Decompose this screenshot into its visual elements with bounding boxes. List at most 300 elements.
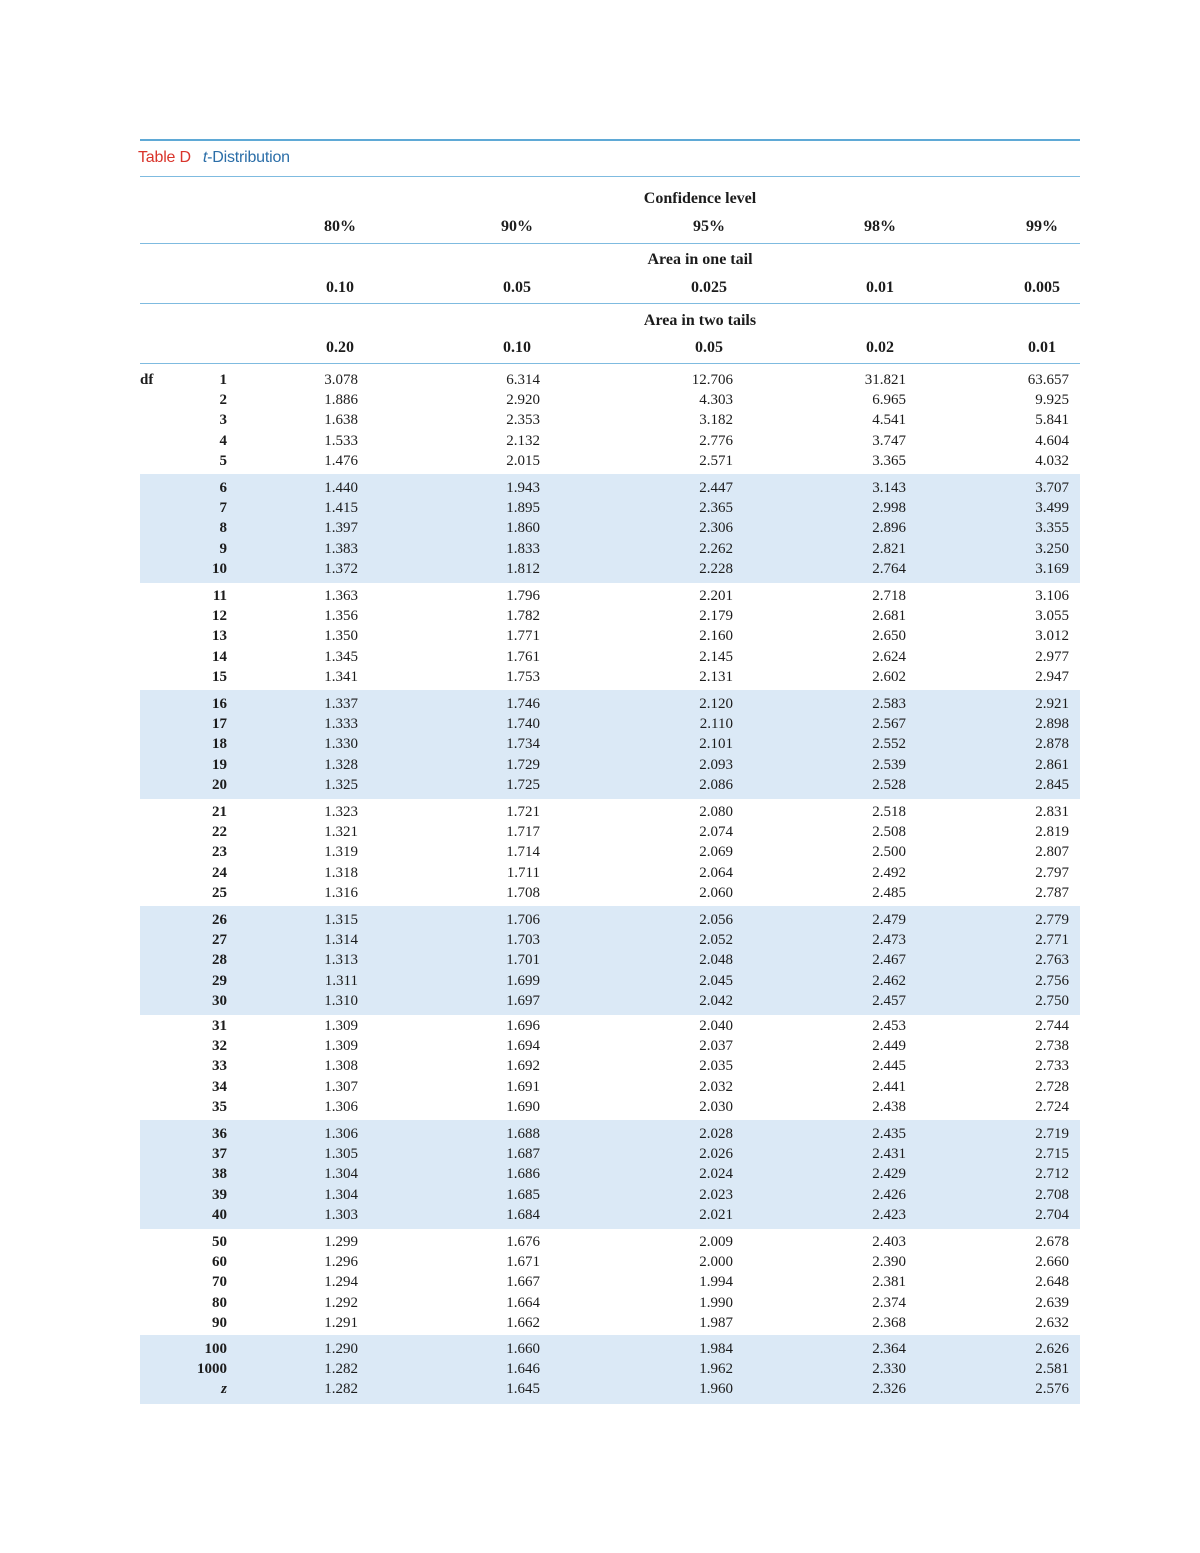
critical-value: 3.106: [1035, 588, 1069, 604]
critical-value: 2.771: [1035, 932, 1069, 949]
df-value: 3: [219, 412, 227, 429]
critical-value: 1.686: [506, 1166, 540, 1183]
critical-value: 1.734: [506, 736, 540, 753]
critical-value: 2.715: [1035, 1146, 1069, 1163]
df-value: 12: [212, 608, 227, 625]
critical-value: 2.131: [699, 668, 733, 685]
critical-value: 1.984: [699, 1341, 733, 1357]
header-rule: [140, 176, 1080, 177]
header-rule: [140, 243, 1080, 244]
df-value: 11: [212, 588, 227, 604]
critical-value: 2.040: [699, 1018, 733, 1034]
column-header-two-tails: 0.10: [503, 339, 531, 356]
critical-value: 2.438: [872, 1098, 906, 1115]
critical-value: 1.691: [506, 1078, 540, 1095]
df-value: 22: [212, 824, 227, 841]
critical-value: 2.920: [506, 392, 540, 409]
column-header-two-tails: 0.02: [866, 339, 894, 356]
critical-value: 2.423: [872, 1206, 906, 1223]
critical-value: 31.821: [864, 372, 906, 388]
critical-value: 1.714: [506, 844, 540, 861]
critical-value: 1.833: [506, 540, 540, 557]
critical-value: 2.441: [872, 1078, 906, 1095]
column-header-one-tail: 0.10: [326, 279, 354, 296]
critical-value: 1.291: [324, 1314, 358, 1331]
column-header-one-tail: 0.005: [1024, 279, 1060, 296]
critical-value: 1.699: [506, 972, 540, 989]
critical-value: 2.015: [506, 452, 540, 469]
critical-value: 2.069: [699, 844, 733, 861]
critical-value: 1.646: [506, 1361, 540, 1378]
critical-value: 2.518: [872, 804, 906, 820]
df-value: 17: [212, 716, 227, 733]
critical-value: 2.779: [1035, 912, 1069, 928]
critical-value: 2.500: [872, 844, 906, 861]
df-value: 10: [212, 560, 227, 577]
critical-value: 2.132: [506, 432, 540, 449]
df-value: 25: [212, 884, 227, 901]
critical-value: 2.763: [1035, 952, 1069, 969]
critical-value: 2.787: [1035, 884, 1069, 901]
critical-value: 2.201: [699, 588, 733, 604]
critical-value: 2.093: [699, 756, 733, 773]
critical-value: 2.145: [699, 648, 733, 665]
title-rest: -Distribution: [207, 149, 290, 166]
df-value: 40: [212, 1206, 227, 1223]
critical-value: 1.962: [699, 1361, 733, 1378]
df-value: 100: [204, 1341, 227, 1357]
critical-value: 2.776: [699, 432, 733, 449]
critical-value: 1.664: [506, 1294, 540, 1311]
column-header-confidence: 80%: [324, 218, 356, 235]
critical-value: 2.431: [872, 1146, 906, 1163]
critical-value: 1.645: [506, 1381, 540, 1398]
critical-value: 2.831: [1035, 804, 1069, 820]
critical-value: 2.567: [872, 716, 906, 733]
critical-value: 2.797: [1035, 864, 1069, 881]
critical-value: 2.718: [872, 588, 906, 604]
critical-value: 1.341: [324, 668, 358, 685]
critical-value: 2.042: [699, 992, 733, 1009]
df-value: 9: [219, 540, 227, 557]
critical-value: 3.143: [872, 480, 906, 496]
column-header-confidence: 95%: [693, 218, 725, 235]
critical-value: 2.571: [699, 452, 733, 469]
critical-value: 2.819: [1035, 824, 1069, 841]
critical-value: 2.648: [1035, 1274, 1069, 1291]
critical-value: 4.032: [1035, 452, 1069, 469]
critical-value: 1.282: [324, 1361, 358, 1378]
critical-value: 3.078: [324, 372, 358, 388]
df-value: 15: [212, 668, 227, 685]
critical-value: 2.704: [1035, 1206, 1069, 1223]
df-value: 23: [212, 844, 227, 861]
critical-value: 1.990: [699, 1294, 733, 1311]
critical-value: 2.429: [872, 1166, 906, 1183]
critical-value: 1.315: [324, 912, 358, 928]
critical-value: 2.368: [872, 1314, 906, 1331]
critical-value: 2.977: [1035, 648, 1069, 665]
critical-value: 1.383: [324, 540, 358, 557]
critical-value: 2.845: [1035, 776, 1069, 793]
critical-value: 1.304: [324, 1166, 358, 1183]
df-value: 31: [212, 1018, 227, 1034]
critical-value: 1.725: [506, 776, 540, 793]
critical-value: 2.024: [699, 1166, 733, 1183]
critical-value: 1.533: [324, 432, 358, 449]
critical-value: 2.374: [872, 1294, 906, 1311]
critical-value: 2.101: [699, 736, 733, 753]
critical-value: 2.160: [699, 628, 733, 645]
critical-value: 1.740: [506, 716, 540, 733]
column-header-one-tail: 0.01: [866, 279, 894, 296]
critical-value: 1.717: [506, 824, 540, 841]
critical-value: 2.479: [872, 912, 906, 928]
critical-value: 1.309: [324, 1038, 358, 1055]
critical-value: 1.345: [324, 648, 358, 665]
critical-value: 2.048: [699, 952, 733, 969]
critical-value: 2.583: [872, 696, 906, 712]
critical-value: 2.074: [699, 824, 733, 841]
critical-value: 2.326: [872, 1381, 906, 1398]
df-value: 24: [212, 864, 227, 881]
critical-value: 1.662: [506, 1314, 540, 1331]
df-value: 70: [212, 1274, 227, 1291]
df-value: 80: [212, 1294, 227, 1311]
critical-value: 3.747: [872, 432, 906, 449]
df-label: df: [140, 372, 154, 388]
critical-value: 2.445: [872, 1058, 906, 1075]
critical-value: 2.473: [872, 932, 906, 949]
critical-value: 1.314: [324, 932, 358, 949]
df-value: z: [221, 1381, 227, 1398]
critical-value: 2.738: [1035, 1038, 1069, 1055]
shaded-band: [140, 1335, 1080, 1404]
critical-value: 1.796: [506, 588, 540, 604]
critical-value: 2.650: [872, 628, 906, 645]
critical-value: 5.841: [1035, 412, 1069, 429]
critical-value: 2.624: [872, 648, 906, 665]
critical-value: 2.947: [1035, 668, 1069, 685]
critical-value: 2.539: [872, 756, 906, 773]
critical-value: 2.807: [1035, 844, 1069, 861]
critical-value: 1.753: [506, 668, 540, 685]
df-value: 34: [212, 1078, 227, 1095]
critical-value: 2.381: [872, 1274, 906, 1291]
critical-value: 1.310: [324, 992, 358, 1009]
critical-value: 1.282: [324, 1381, 358, 1398]
critical-value: 1.694: [506, 1038, 540, 1055]
critical-value: 1.318: [324, 864, 358, 881]
critical-value: 1.688: [506, 1126, 540, 1142]
critical-value: 1.325: [324, 776, 358, 793]
header-rule: [140, 363, 1080, 364]
critical-value: 1.304: [324, 1186, 358, 1203]
table-label: Table D: [138, 149, 191, 166]
critical-value: 1.319: [324, 844, 358, 861]
critical-value: 2.998: [872, 500, 906, 517]
df-value: 35: [212, 1098, 227, 1115]
critical-value: 2.581: [1035, 1361, 1069, 1378]
title-t: t: [202, 149, 208, 166]
critical-value: 3.365: [872, 452, 906, 469]
critical-value: 1.706: [506, 912, 540, 928]
df-value: 5: [219, 452, 227, 469]
critical-value: 2.821: [872, 540, 906, 557]
critical-value: 4.541: [872, 412, 906, 429]
critical-value: 3.355: [1035, 520, 1069, 537]
critical-value: 1.696: [506, 1018, 540, 1034]
critical-value: 1.994: [699, 1274, 733, 1291]
df-value: 28: [212, 952, 227, 969]
critical-value: 1.960: [699, 1381, 733, 1398]
critical-value: 1.307: [324, 1078, 358, 1095]
critical-value: 2.457: [872, 992, 906, 1009]
critical-value: 3.169: [1035, 560, 1069, 577]
df-value: 37: [212, 1146, 227, 1163]
critical-value: 9.925: [1035, 392, 1069, 409]
df-value: 14: [212, 648, 227, 665]
critical-value: 1.303: [324, 1206, 358, 1223]
critical-value: 1.292: [324, 1294, 358, 1311]
critical-value: 1.397: [324, 520, 358, 537]
critical-value: 1.690: [506, 1098, 540, 1115]
critical-value: 1.684: [506, 1206, 540, 1223]
critical-value: 4.303: [699, 392, 733, 409]
critical-value: 63.657: [1027, 372, 1069, 388]
header-rule: [140, 303, 1080, 304]
critical-value: 1.638: [324, 412, 358, 429]
df-value: 29: [212, 972, 227, 989]
critical-value: 2.712: [1035, 1166, 1069, 1183]
df-value: 36: [212, 1126, 227, 1142]
critical-value: 3.707: [1035, 480, 1069, 496]
df-value: 90: [212, 1314, 227, 1331]
critical-value: 1.313: [324, 952, 358, 969]
critical-value: 2.719: [1035, 1126, 1069, 1142]
critical-value: 3.250: [1035, 540, 1069, 557]
critical-value: 2.026: [699, 1146, 733, 1163]
critical-value: 2.756: [1035, 972, 1069, 989]
critical-value: 1.323: [324, 804, 358, 820]
df-value: 20: [212, 776, 227, 793]
critical-value: 2.708: [1035, 1186, 1069, 1203]
critical-value: 2.508: [872, 824, 906, 841]
critical-value: 1.812: [506, 560, 540, 577]
critical-value: 3.182: [699, 412, 733, 429]
critical-value: 1.943: [506, 480, 540, 496]
column-header-one-tail: 0.025: [691, 279, 727, 296]
one-tail-caption: Area in one tail: [647, 251, 753, 268]
critical-value: 2.364: [872, 1341, 906, 1357]
df-value: 18: [212, 736, 227, 753]
critical-value: 1.667: [506, 1274, 540, 1291]
critical-value: 1.476: [324, 452, 358, 469]
critical-value: 2.037: [699, 1038, 733, 1055]
df-value: 6: [219, 480, 227, 496]
df-value: 21: [212, 804, 227, 820]
critical-value: 2.032: [699, 1078, 733, 1095]
critical-value: 1.290: [324, 1341, 358, 1357]
critical-value: 2.678: [1035, 1234, 1069, 1250]
df-value: 2: [219, 392, 227, 409]
critical-value: 1.363: [324, 588, 358, 604]
critical-value: 2.896: [872, 520, 906, 537]
critical-value: 1.306: [324, 1098, 358, 1115]
df-value: 1000: [197, 1361, 227, 1378]
critical-value: 2.035: [699, 1058, 733, 1075]
critical-value: 2.052: [699, 932, 733, 949]
critical-value: 2.878: [1035, 736, 1069, 753]
critical-value: 1.761: [506, 648, 540, 665]
critical-value: 2.028: [699, 1126, 733, 1142]
df-value: 16: [212, 696, 227, 712]
shaded-band: [140, 906, 1080, 1015]
df-value: 50: [212, 1234, 227, 1250]
table-title: [138, 149, 290, 167]
critical-value: 6.314: [506, 372, 540, 388]
two-tails-caption: Area in two tails: [643, 312, 757, 329]
critical-value: 1.660: [506, 1341, 540, 1357]
critical-value: 2.080: [699, 804, 733, 820]
shaded-band: [140, 1120, 1080, 1229]
critical-value: 1.697: [506, 992, 540, 1009]
critical-value: 1.415: [324, 500, 358, 517]
critical-value: 1.729: [506, 756, 540, 773]
critical-value: 1.294: [324, 1274, 358, 1291]
critical-value: 2.060: [699, 884, 733, 901]
critical-value: 1.309: [324, 1018, 358, 1034]
df-value: 30: [212, 992, 227, 1009]
critical-value: 1.676: [506, 1234, 540, 1250]
critical-value: 2.030: [699, 1098, 733, 1115]
critical-value: 1.721: [506, 804, 540, 820]
critical-value: 2.462: [872, 972, 906, 989]
top-rule: [140, 139, 1080, 141]
critical-value: 1.692: [506, 1058, 540, 1075]
confidence-caption: Confidence level: [643, 190, 757, 207]
critical-value: 2.528: [872, 776, 906, 793]
critical-value: 2.632: [1035, 1314, 1069, 1331]
column-header-two-tails: 0.05: [695, 339, 723, 356]
df-value: 38: [212, 1166, 227, 1183]
critical-value: 3.055: [1035, 608, 1069, 625]
column-header-confidence: 90%: [501, 218, 533, 235]
critical-value: 1.708: [506, 884, 540, 901]
critical-value: 1.311: [324, 972, 358, 989]
critical-value: 2.086: [699, 776, 733, 793]
critical-value: 1.330: [324, 736, 358, 753]
critical-value: 2.898: [1035, 716, 1069, 733]
df-value: 1: [219, 372, 227, 388]
critical-value: 2.750: [1035, 992, 1069, 1009]
critical-value: 1.685: [506, 1186, 540, 1203]
critical-value: 1.701: [506, 952, 540, 969]
critical-value: 2.009: [699, 1234, 733, 1250]
critical-value: 1.356: [324, 608, 358, 625]
column-header-one-tail: 0.05: [503, 279, 531, 296]
critical-value: 2.064: [699, 864, 733, 881]
df-value: 60: [212, 1254, 227, 1271]
critical-value: 1.687: [506, 1146, 540, 1163]
critical-value: 12.706: [691, 372, 733, 388]
critical-value: 2.453: [872, 1018, 906, 1034]
critical-value: 2.306: [699, 520, 733, 537]
critical-value: 2.626: [1035, 1341, 1069, 1357]
df-value: 39: [212, 1186, 227, 1203]
column-header-two-tails: 0.20: [326, 339, 354, 356]
column-header-confidence: 99%: [1026, 218, 1058, 235]
critical-value: 2.921: [1035, 696, 1069, 712]
critical-value: 2.728: [1035, 1078, 1069, 1095]
critical-value: 3.499: [1035, 500, 1069, 517]
critical-value: 2.660: [1035, 1254, 1069, 1271]
critical-value: 2.733: [1035, 1058, 1069, 1075]
critical-value: 2.023: [699, 1186, 733, 1203]
column-header-confidence: 98%: [864, 218, 896, 235]
critical-value: 2.021: [699, 1206, 733, 1223]
critical-value: 1.746: [506, 696, 540, 712]
critical-value: 1.711: [506, 864, 540, 881]
critical-value: 1.860: [506, 520, 540, 537]
critical-value: 1.299: [324, 1234, 358, 1250]
critical-value: 2.262: [699, 540, 733, 557]
df-value: 33: [212, 1058, 227, 1075]
critical-value: 2.330: [872, 1361, 906, 1378]
critical-value: 2.435: [872, 1126, 906, 1142]
critical-value: 2.576: [1035, 1381, 1069, 1398]
critical-value: 1.308: [324, 1058, 358, 1075]
critical-value: 1.337: [324, 696, 358, 712]
critical-value: 1.440: [324, 480, 358, 496]
critical-value: 2.045: [699, 972, 733, 989]
critical-value: 2.390: [872, 1254, 906, 1271]
critical-value: 6.965: [872, 392, 906, 409]
df-value: 13: [212, 628, 227, 645]
critical-value: 4.604: [1035, 432, 1069, 449]
shaded-band: [140, 690, 1080, 799]
df-value: 19: [212, 756, 227, 773]
df-value: 27: [212, 932, 227, 949]
df-value: 4: [219, 432, 227, 449]
shaded-band: [140, 474, 1080, 583]
critical-value: 2.179: [699, 608, 733, 625]
critical-value: 1.372: [324, 560, 358, 577]
critical-value: 2.120: [699, 696, 733, 712]
critical-value: 2.449: [872, 1038, 906, 1055]
critical-value: 2.602: [872, 668, 906, 685]
critical-value: 2.744: [1035, 1018, 1069, 1034]
critical-value: 2.353: [506, 412, 540, 429]
critical-value: 1.296: [324, 1254, 358, 1271]
critical-value: 2.552: [872, 736, 906, 753]
critical-value: 1.333: [324, 716, 358, 733]
critical-value: 2.492: [872, 864, 906, 881]
critical-value: 1.305: [324, 1146, 358, 1163]
critical-value: 1.895: [506, 500, 540, 517]
critical-value: 1.350: [324, 628, 358, 645]
critical-value: 1.703: [506, 932, 540, 949]
critical-value: 2.110: [699, 716, 733, 733]
critical-value: 2.639: [1035, 1294, 1069, 1311]
critical-value: 2.426: [872, 1186, 906, 1203]
critical-value: 2.681: [872, 608, 906, 625]
df-value: 26: [212, 912, 227, 928]
critical-value: 2.485: [872, 884, 906, 901]
critical-value: 2.467: [872, 952, 906, 969]
critical-value: 1.782: [506, 608, 540, 625]
critical-value: 1.886: [324, 392, 358, 409]
